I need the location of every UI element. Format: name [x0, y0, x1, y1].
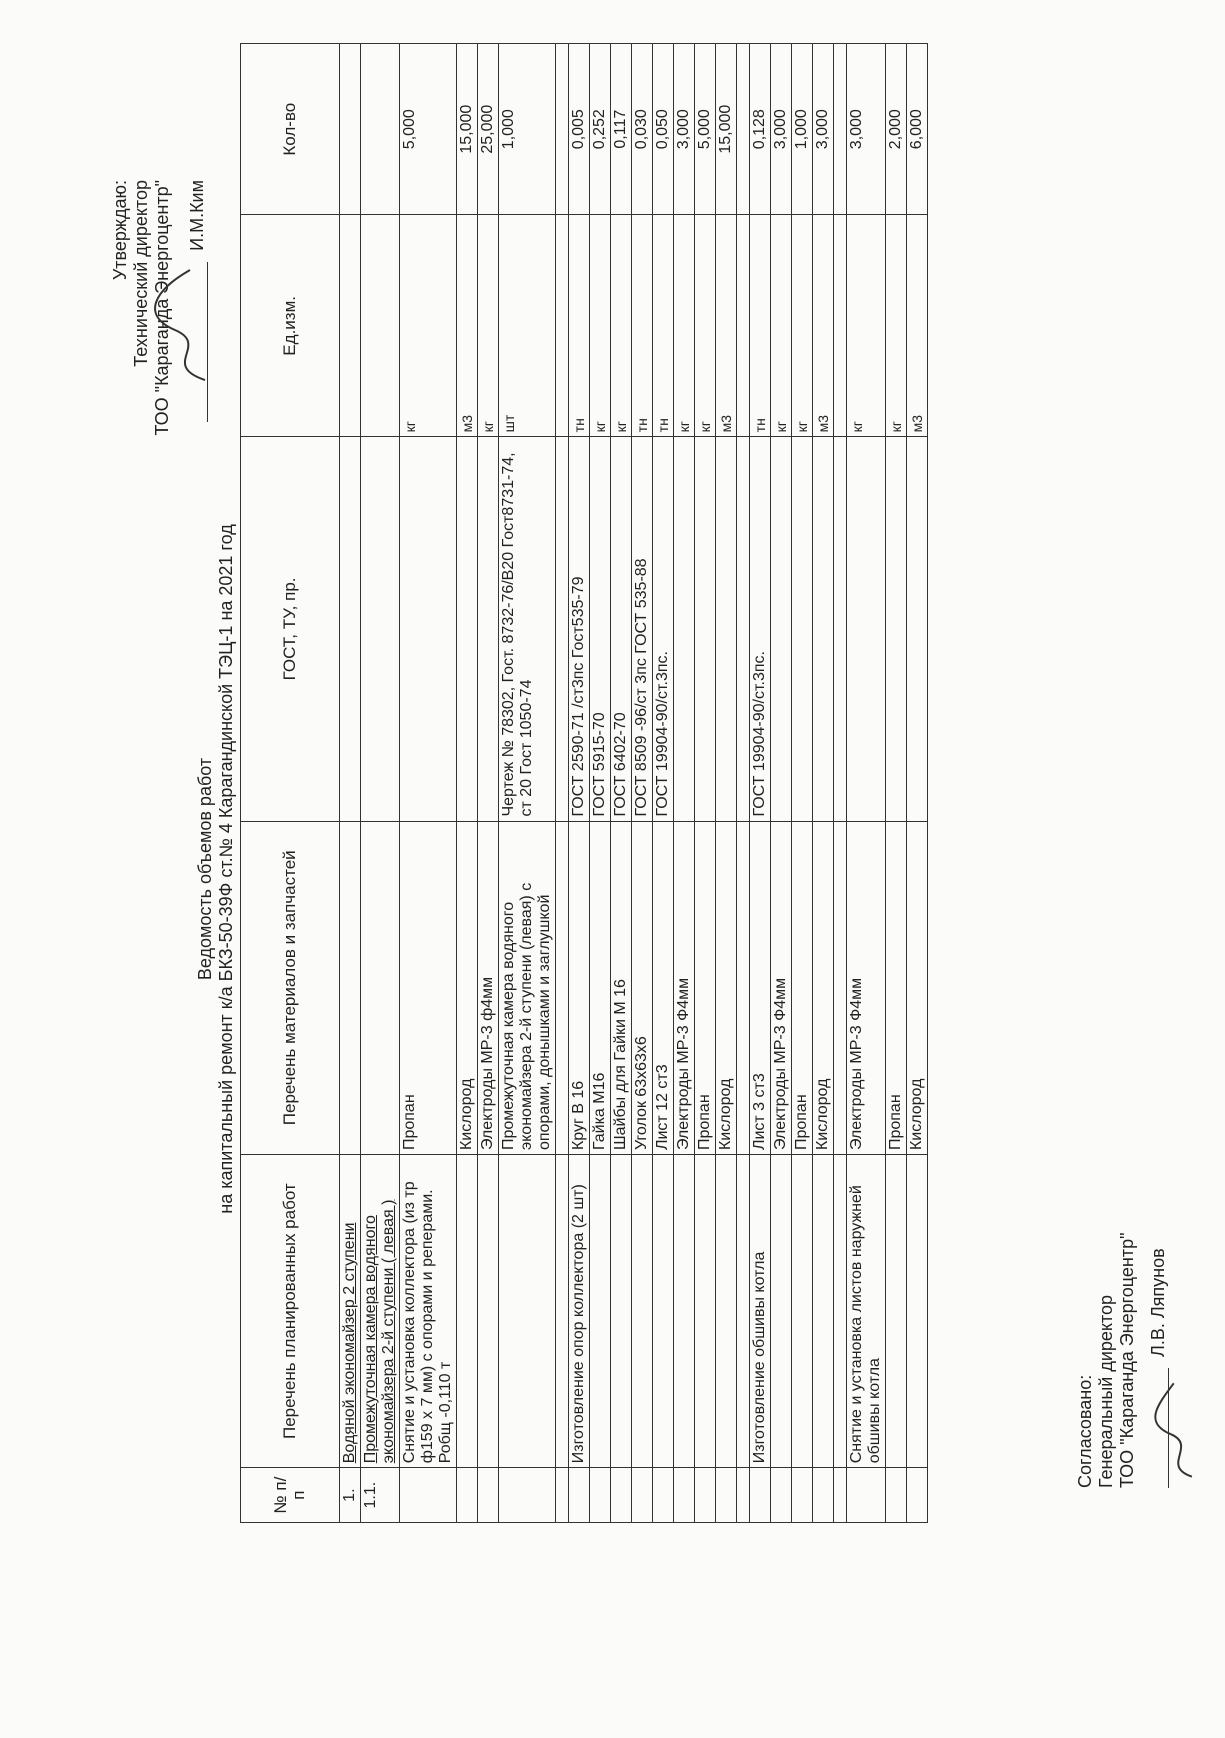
cell-mat — [340, 821, 361, 1155]
cell-mat: Электроды МР-3 ф4мм — [478, 821, 499, 1155]
cell-unit: кг — [611, 215, 632, 437]
cell-qty: 2,000 — [886, 44, 907, 215]
cell-gost — [737, 437, 750, 821]
cell-mat: Кислород — [907, 821, 928, 1155]
approval-label: Согласовано: — [1075, 1374, 1095, 1488]
confirm-label: Утверждаю: — [110, 180, 130, 281]
cell-qty: 5,000 — [400, 44, 457, 215]
confirm-position: Технический директор — [131, 180, 151, 367]
table-row — [750, 44, 771, 1523]
cell-mat: Круг В 16 — [569, 821, 590, 1155]
cell-qty: 1,000 — [792, 44, 813, 215]
cell-mat: Кислород — [457, 821, 478, 1155]
col-qty-header: Кол-во — [241, 44, 340, 215]
cell-qty: 6,000 — [907, 44, 928, 215]
cell-mat: Пропан — [400, 821, 457, 1155]
cell-unit: кг — [590, 215, 611, 437]
cell-gost — [674, 437, 695, 821]
cell-gost — [457, 437, 478, 821]
table-row — [361, 44, 400, 1523]
cell-unit: тн — [632, 215, 653, 437]
cell-num — [556, 1468, 569, 1523]
cell-unit — [834, 215, 847, 437]
table-row — [695, 44, 716, 1523]
cell-qty: 25,000 — [478, 44, 499, 215]
cell-unit: кг — [792, 215, 813, 437]
table-row — [556, 44, 569, 1523]
cell-unit: кг — [695, 215, 716, 437]
cell-work: Водяной экономайзер 2 ступени — [340, 1155, 361, 1468]
cell-work: Изготовление опор коллектора (2 шт) — [569, 1155, 590, 1468]
cell-gost — [716, 437, 737, 821]
cell-qty: 0,005 — [569, 44, 590, 215]
cell-gost — [792, 437, 813, 821]
cell-work — [611, 1155, 632, 1468]
cell-work: Промежуточная камера водяного экономайзера 2-й ступени ( левая ) — [361, 1155, 400, 1468]
cell-qty: 3,000 — [847, 44, 886, 215]
cell-gost — [907, 437, 928, 821]
table-header-row — [241, 44, 340, 1523]
confirm-company: ТОО "Караганда Энергоцентр" — [152, 180, 172, 436]
cell-num — [478, 1468, 499, 1523]
table-row — [716, 44, 737, 1523]
cell-unit: тн — [569, 215, 590, 437]
cell-unit: кг — [674, 215, 695, 437]
cell-work: Снятие и установка листов наружней обшивы котла — [847, 1155, 886, 1468]
cell-mat: Шайбы для Гайки М 16 — [611, 821, 632, 1155]
col-materials-header: Перечень материалов и запчастей — [241, 821, 340, 1155]
cell-work — [632, 1155, 653, 1468]
cell-mat: Пропан — [886, 821, 907, 1155]
cell-mat: Уголок 63х63х6 — [632, 821, 653, 1155]
cell-unit: м3 — [457, 215, 478, 437]
cell-unit: м3 — [813, 215, 834, 437]
table-row — [792, 44, 813, 1523]
table-row — [834, 44, 847, 1523]
cell-mat: Кислород — [716, 821, 737, 1155]
cell-qty — [834, 44, 847, 215]
approval-signer: Л.В. Ляпунов — [1148, 1248, 1168, 1357]
cell-work — [674, 1155, 695, 1468]
works-table — [240, 43, 928, 1523]
cell-work: Снятие и установка коллектора (из тр ф159 х 7 мм) с опорами и реперами. Робщ -0,110 т — [400, 1155, 457, 1468]
cell-gost — [695, 437, 716, 821]
cell-num — [847, 1468, 886, 1523]
cell-num — [590, 1468, 611, 1523]
cell-work — [590, 1155, 611, 1468]
table-row — [340, 44, 361, 1523]
cell-gost — [847, 437, 886, 821]
cell-unit — [340, 215, 361, 437]
table-row — [569, 44, 590, 1523]
col-num-header: № п/п — [241, 1468, 340, 1523]
cell-unit: тн — [653, 215, 674, 437]
cell-num — [674, 1468, 695, 1523]
cell-num — [569, 1468, 590, 1523]
cell-gost: ГОСТ 8509 -96/ст 3пс ГОСТ 535-88 — [632, 437, 653, 821]
cell-mat: Лист 12 ст3 — [653, 821, 674, 1155]
cell-unit — [556, 215, 569, 437]
cell-unit: м3 — [716, 215, 737, 437]
cell-gost — [400, 437, 457, 821]
cell-num — [400, 1468, 457, 1523]
cell-qty — [737, 44, 750, 215]
cell-unit: кг — [847, 215, 886, 437]
cell-unit: кг — [400, 215, 457, 437]
cell-work — [907, 1155, 928, 1468]
cell-mat: Электроды МР-3 Ф4мм — [771, 821, 792, 1155]
cell-work — [834, 1155, 847, 1468]
cell-gost — [361, 437, 400, 821]
cell-qty: 0,128 — [750, 44, 771, 215]
cell-num — [792, 1468, 813, 1523]
cell-unit: тн — [750, 215, 771, 437]
table-row — [737, 44, 750, 1523]
cell-unit: кг — [771, 215, 792, 437]
cell-mat: Пропан — [695, 821, 716, 1155]
cell-num — [813, 1468, 834, 1523]
cell-gost — [556, 437, 569, 821]
approval-company: ТОО "Караганда Энергоцентр" — [1117, 1232, 1137, 1488]
cell-qty: 3,000 — [813, 44, 834, 215]
cell-num — [886, 1468, 907, 1523]
cell-qty: 15,000 — [457, 44, 478, 215]
cell-qty: 0,117 — [611, 44, 632, 215]
cell-work — [792, 1155, 813, 1468]
table-row — [653, 44, 674, 1523]
table-body — [340, 44, 928, 1523]
table-row — [590, 44, 611, 1523]
cell-num — [716, 1468, 737, 1523]
cell-mat: Лист 3 ст3 — [750, 821, 771, 1155]
cell-mat: Электроды МР-3 Ф4мм — [674, 821, 695, 1155]
cell-mat — [556, 821, 569, 1155]
cell-num — [632, 1468, 653, 1523]
cell-qty: 5,000 — [695, 44, 716, 215]
cell-mat: Промежуточная камера водяного экономайзера 2-й ступени (левая) с опорами, донышками и заглушкой — [499, 821, 556, 1155]
cell-unit: кг — [478, 215, 499, 437]
cell-unit: кг — [886, 215, 907, 437]
cell-gost — [886, 437, 907, 821]
table-row — [611, 44, 632, 1523]
cell-qty: 3,000 — [771, 44, 792, 215]
cell-work — [499, 1155, 556, 1468]
cell-mat — [834, 821, 847, 1155]
cell-num — [457, 1468, 478, 1523]
cell-gost: ГОСТ 2590-71 /ст3пс Гост535-79 — [569, 437, 590, 821]
col-unit-header: Ед.изм. — [241, 215, 340, 437]
cell-num — [750, 1468, 771, 1523]
cell-gost — [340, 437, 361, 821]
cell-work — [457, 1155, 478, 1468]
cell-qty: 0,030 — [632, 44, 653, 215]
table-row — [674, 44, 695, 1523]
cell-gost — [834, 437, 847, 821]
table-row — [478, 44, 499, 1523]
cell-unit — [361, 215, 400, 437]
confirm-signer: И.М.Ким — [187, 180, 207, 251]
cell-work — [695, 1155, 716, 1468]
cell-gost: ГОСТ 5915-70 — [590, 437, 611, 821]
doc-subtitle: на капитальный ремонт к/а БКЗ-50-39Ф ст.№ 4 Карагандинской ТЭЦ-1 на 2021 год — [216, 524, 236, 1214]
cell-num — [907, 1468, 928, 1523]
cell-work — [556, 1155, 569, 1468]
cell-qty — [361, 44, 400, 215]
cell-qty: 1,000 — [499, 44, 556, 215]
cell-num — [771, 1468, 792, 1523]
col-gost-header: ГОСТ, ТУ, пр. — [241, 437, 340, 821]
cell-num: 1.1. — [361, 1468, 400, 1523]
cell-num — [737, 1468, 750, 1523]
cell-unit — [737, 215, 750, 437]
table-row — [847, 44, 886, 1523]
cell-mat: Пропан — [792, 821, 813, 1155]
table-row — [499, 44, 556, 1523]
cell-num — [834, 1468, 847, 1523]
doc-title: Ведомость объемов работ — [195, 757, 215, 981]
cell-mat: Гайка М16 — [590, 821, 611, 1155]
cell-qty: 15,000 — [716, 44, 737, 215]
cell-mat: Электроды МР-3 Ф4мм — [847, 821, 886, 1155]
cell-gost: ГОСТ 6402-70 — [611, 437, 632, 821]
table-row — [771, 44, 792, 1523]
cell-qty: 0,252 — [590, 44, 611, 215]
cell-qty: 0,050 — [653, 44, 674, 215]
cell-mat — [737, 821, 750, 1155]
cell-work — [716, 1155, 737, 1468]
cell-work — [737, 1155, 750, 1468]
cell-num — [499, 1468, 556, 1523]
cell-work: Изготовление обшивы котла — [750, 1155, 771, 1468]
cell-num: 1. — [340, 1468, 361, 1523]
approval-position: Генеральный директор — [1096, 1294, 1116, 1488]
cell-qty — [340, 44, 361, 215]
cell-num — [611, 1468, 632, 1523]
table-row — [400, 44, 457, 1523]
cell-mat — [361, 821, 400, 1155]
cell-gost: ГОСТ 19904-90/ст.3пс. — [653, 437, 674, 821]
table-row — [813, 44, 834, 1523]
col-works-header: Перечень планированных работ — [241, 1155, 340, 1468]
cell-gost — [813, 437, 834, 821]
table-row — [907, 44, 928, 1523]
cell-work — [886, 1155, 907, 1468]
cell-work — [478, 1155, 499, 1468]
cell-num — [695, 1468, 716, 1523]
cell-work — [653, 1155, 674, 1468]
cell-num — [653, 1468, 674, 1523]
cell-work — [771, 1155, 792, 1468]
cell-qty: 3,000 — [674, 44, 695, 215]
cell-gost — [771, 437, 792, 821]
table-row — [886, 44, 907, 1523]
cell-mat: Кислород — [813, 821, 834, 1155]
cell-work — [813, 1155, 834, 1468]
cell-gost — [478, 437, 499, 821]
cell-unit: шт — [499, 215, 556, 437]
table-row — [632, 44, 653, 1523]
cell-qty — [556, 44, 569, 215]
cell-unit: м3 — [907, 215, 928, 437]
cell-gost: Чертеж № 78302, Гост. 8732-76/В20 Гост8731-74, ст 20 Гост 1050-74 — [499, 437, 556, 821]
table-row — [457, 44, 478, 1523]
cell-gost: ГОСТ 19904-90/ст.3пс. — [750, 437, 771, 821]
